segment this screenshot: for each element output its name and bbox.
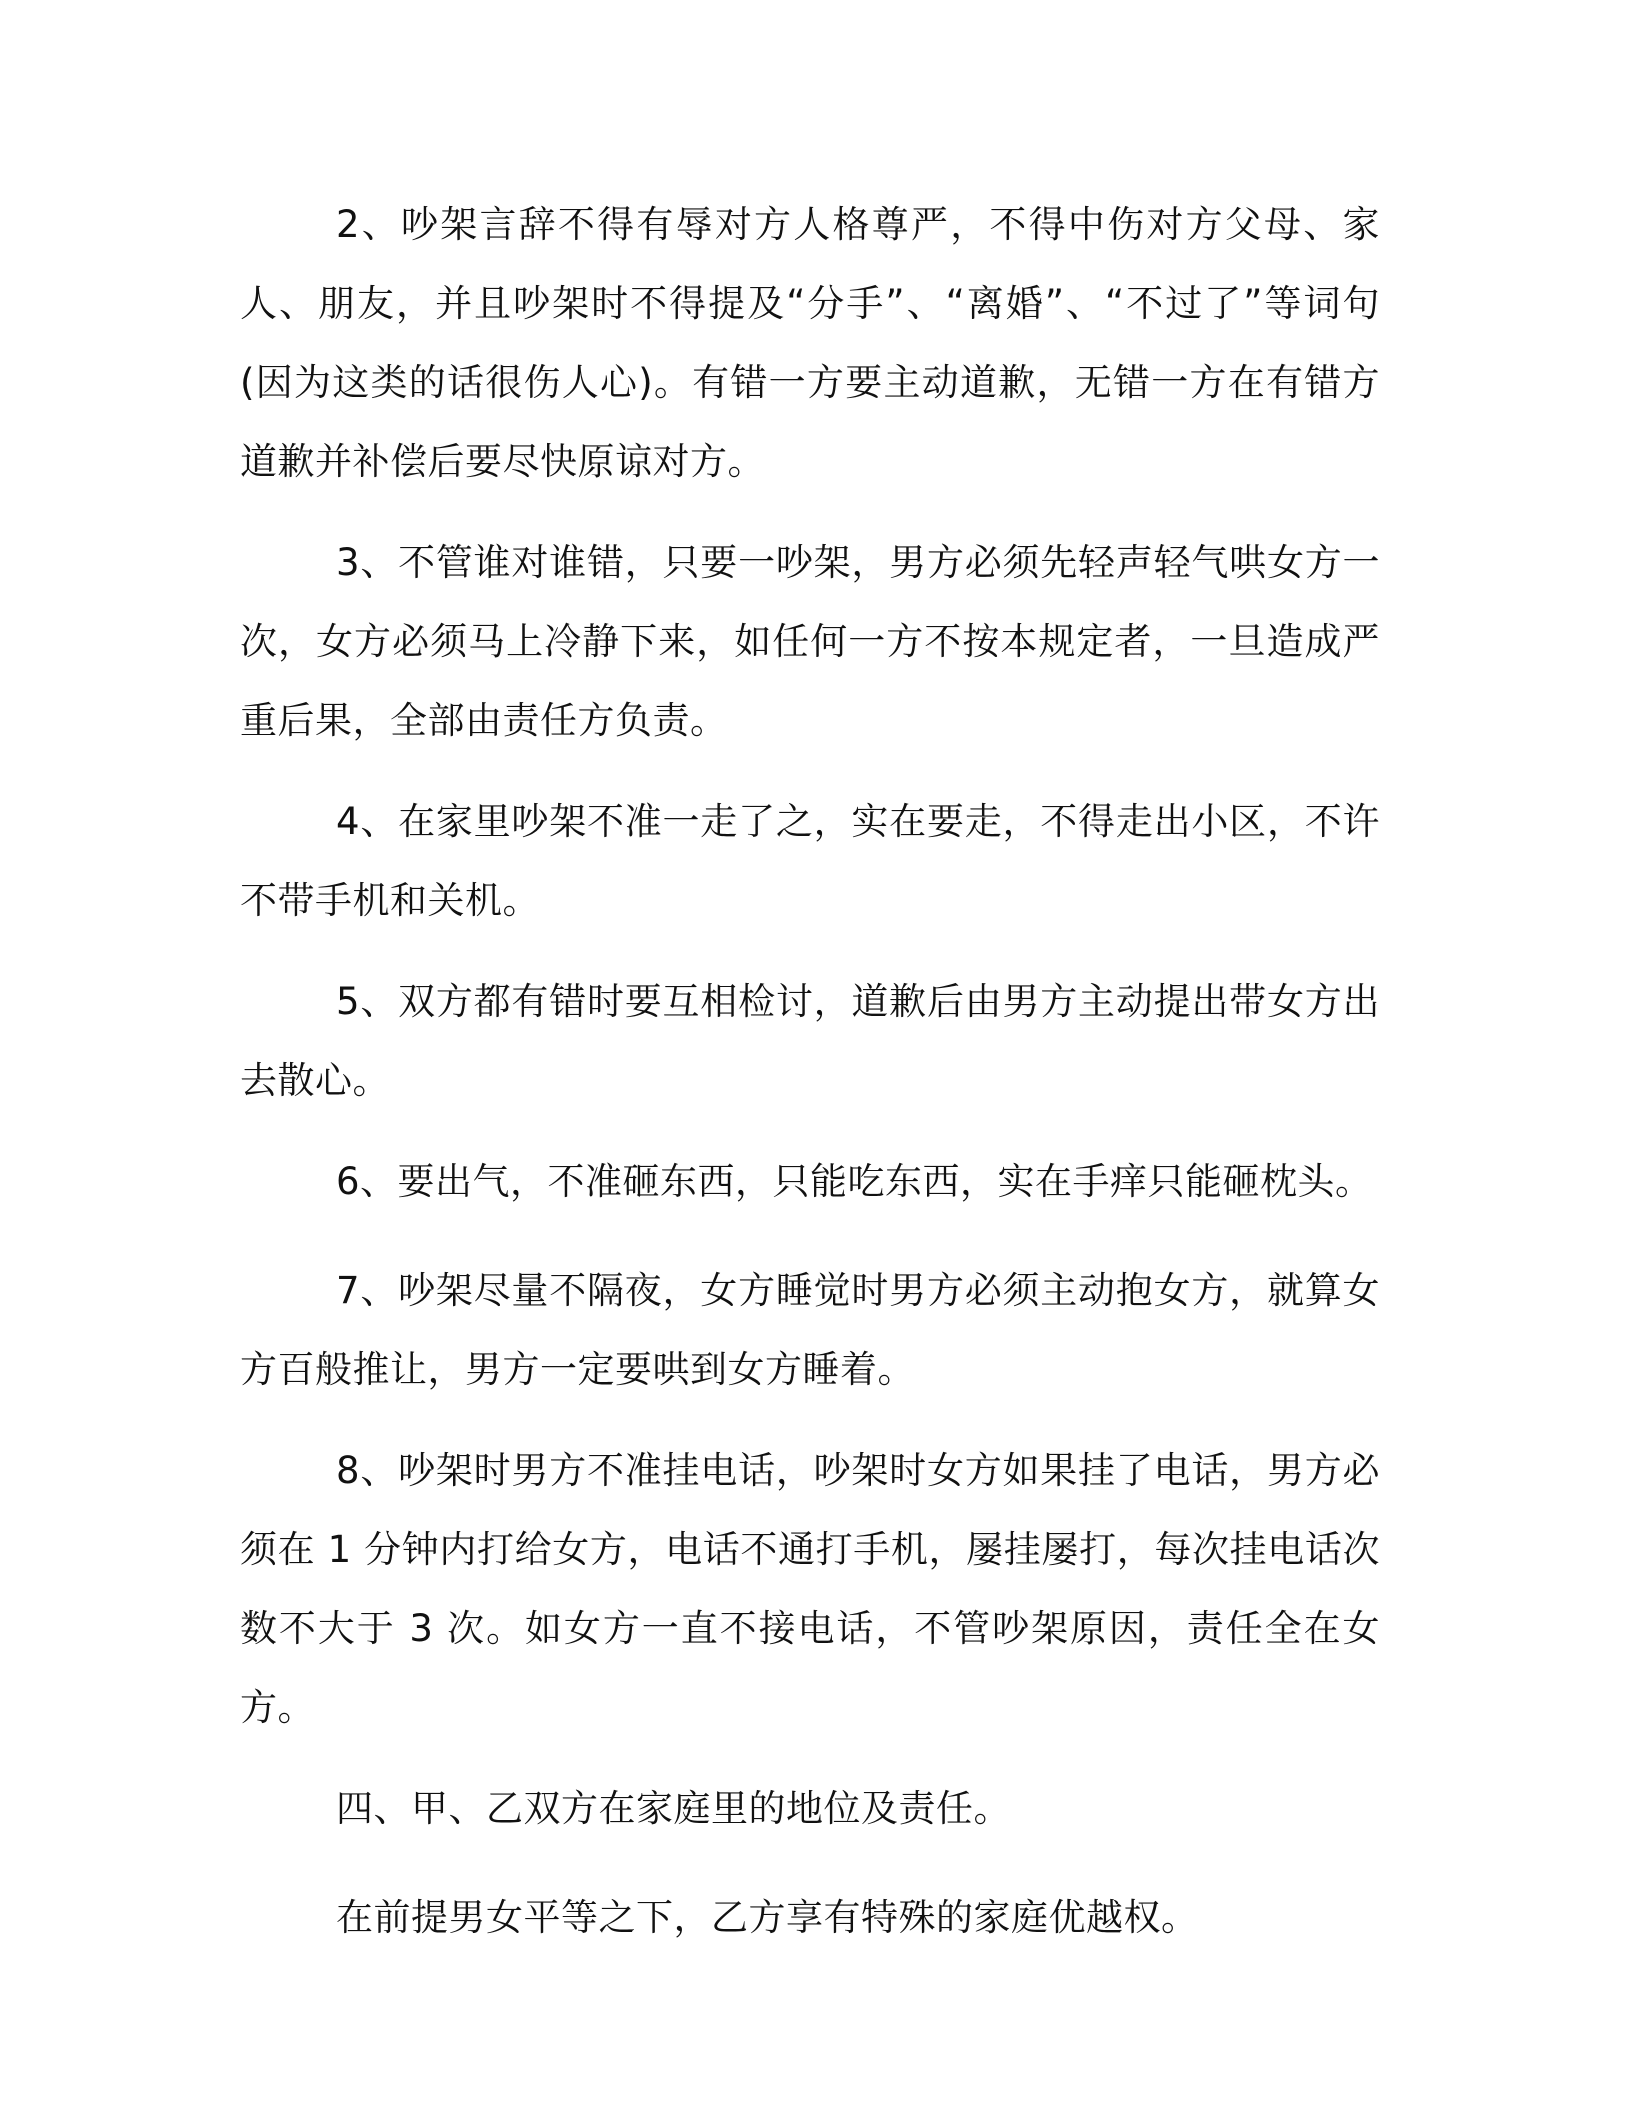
paragraph-rule-3: 3、不管谁对谁错，只要一吵架，男方必须先轻声轻气哄女方一次，女方必须马上冷静下来，如任何一方不按本规定者，一旦造成严重后果，全部由责任方负责。 bbox=[240, 541, 1380, 742]
section-heading-4: 四、甲、乙双方在家庭里的地位及责任。 bbox=[336, 1787, 1011, 1830]
paragraph-rule-4: 4、在家里吵架不准一走了之，实在要走，不得走出小区，不许不带手机和关机。 bbox=[240, 800, 1380, 922]
document-body bbox=[240, 185, 1380, 1979]
paragraph-section-4-intro: 在前提男女平等之下，乙方享有特殊的家庭优越权。 bbox=[336, 1896, 1199, 1939]
paragraph-rule-8: 8、吵架时男方不准挂电话，吵架时女方如果挂了电话，男方必须在 1 分钟内打给女方，电话不通打手机，屡挂屡打，每次挂电话次数不大于 3 次。如女方一直不接电话，不管吵架原因，责任全在女方。 bbox=[240, 1449, 1380, 1729]
paragraph-rule-7: 7、吵架尽量不隔夜，女方睡觉时男方必须主动抱女方，就算女方百般推让，男方一定要哄到女方睡着。 bbox=[240, 1269, 1380, 1391]
paragraph-rule-2: 2、吵架言辞不得有辱对方人格尊严，不得中伤对方父母、家人、朋友，并且吵架时不得提及“分手”、“离婚”、“不过了”等词句(因为这类的话很伤人心)。有错一方要主动道歉，无错一方在有错方道歉并补偿后要尽快原谅对方。 bbox=[240, 203, 1380, 483]
paragraph-rule-6: 6、要出气，不准砸东西，只能吃东西，实在手痒只能砸枕头。 bbox=[336, 1160, 1373, 1203]
paragraph-rule-5: 5、双方都有错时要互相检讨，道歉后由男方主动提出带女方出去散心。 bbox=[240, 980, 1380, 1102]
